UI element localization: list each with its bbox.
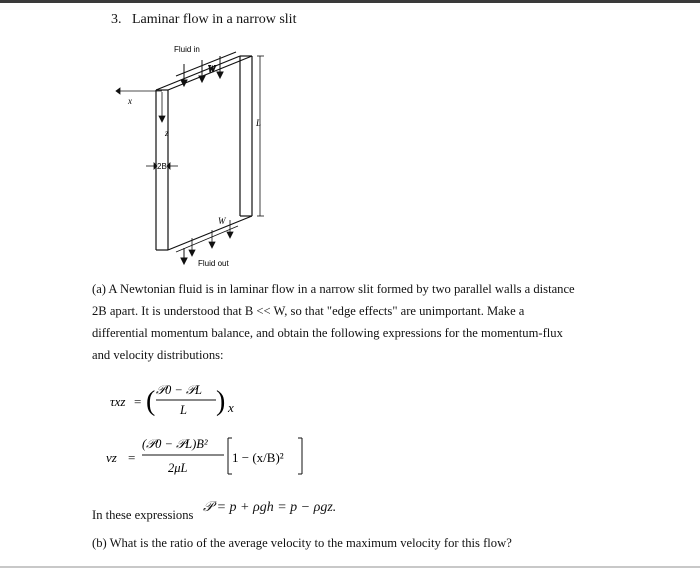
fluid-in-label: Fluid in <box>174 45 200 54</box>
problem-title: Laminar flow in a narrow slit <box>132 12 297 27</box>
part-a-line-3: differential momentum balance, and obtain the following expressions for the momentum-flux <box>92 326 563 340</box>
momentum-flux-equation <box>110 378 250 424</box>
inflow-arrows <box>176 52 236 86</box>
svg-text:=: = <box>134 394 142 409</box>
tau-lhs: τxz <box>110 394 126 409</box>
tau-numerator: 𝒫0 − 𝒫L <box>156 383 202 397</box>
v-lhs: vz <box>106 450 117 465</box>
length-dimension <box>257 56 264 216</box>
slit-flow-diagram <box>110 40 270 272</box>
slab-outline <box>156 56 252 250</box>
length-label: L <box>256 118 262 128</box>
tau-variable: x <box>228 400 234 415</box>
expressions-intro: In these expressions <box>92 508 194 522</box>
x-axis-label: x <box>128 96 132 106</box>
part-a-line-2: 2B apart. It is understood that B << W, so that "edge effects" are unimportant. Make a <box>92 304 525 318</box>
svg-text:W: W <box>208 64 216 74</box>
problem-number: 3. <box>111 12 122 27</box>
pressure-definition: 𝒫 = p + ρgh = p − ρgz. <box>203 500 337 515</box>
width-label: W <box>218 216 226 226</box>
part-a-line-4: and velocity distributions: <box>92 348 224 362</box>
problem-heading <box>111 12 296 28</box>
part-a-line-1: (a) A Newtonian fluid is in laminar flow in a narrow slit formed by two parallel walls a distance <box>92 282 575 296</box>
svg-text:(: ( <box>146 386 156 417</box>
svg-text:=: = <box>128 450 136 465</box>
z-axis-label: z <box>165 128 169 138</box>
expressions-line <box>92 500 337 523</box>
z-axis <box>159 92 165 122</box>
fluid-out-label: Fluid out <box>198 259 229 268</box>
v-bracket: 1 − (x/B)² <box>232 450 284 465</box>
v-numerator: (𝒫0 − 𝒫L)B² <box>142 437 208 451</box>
part-a-paragraph <box>92 278 612 366</box>
velocity-equation <box>106 430 336 482</box>
bottom-border <box>0 566 700 568</box>
x-axis <box>116 88 162 94</box>
svg-text:): ) <box>216 386 226 417</box>
top-border <box>0 0 700 3</box>
part-b-question: (b) What is the ratio of the average velocity to the maximum velocity for this flow? <box>92 536 512 550</box>
outflow-arrow <box>181 248 187 264</box>
v-denominator: 2μL <box>168 461 188 475</box>
tau-denominator: L <box>180 403 187 417</box>
gap-label: 2B <box>157 162 167 171</box>
